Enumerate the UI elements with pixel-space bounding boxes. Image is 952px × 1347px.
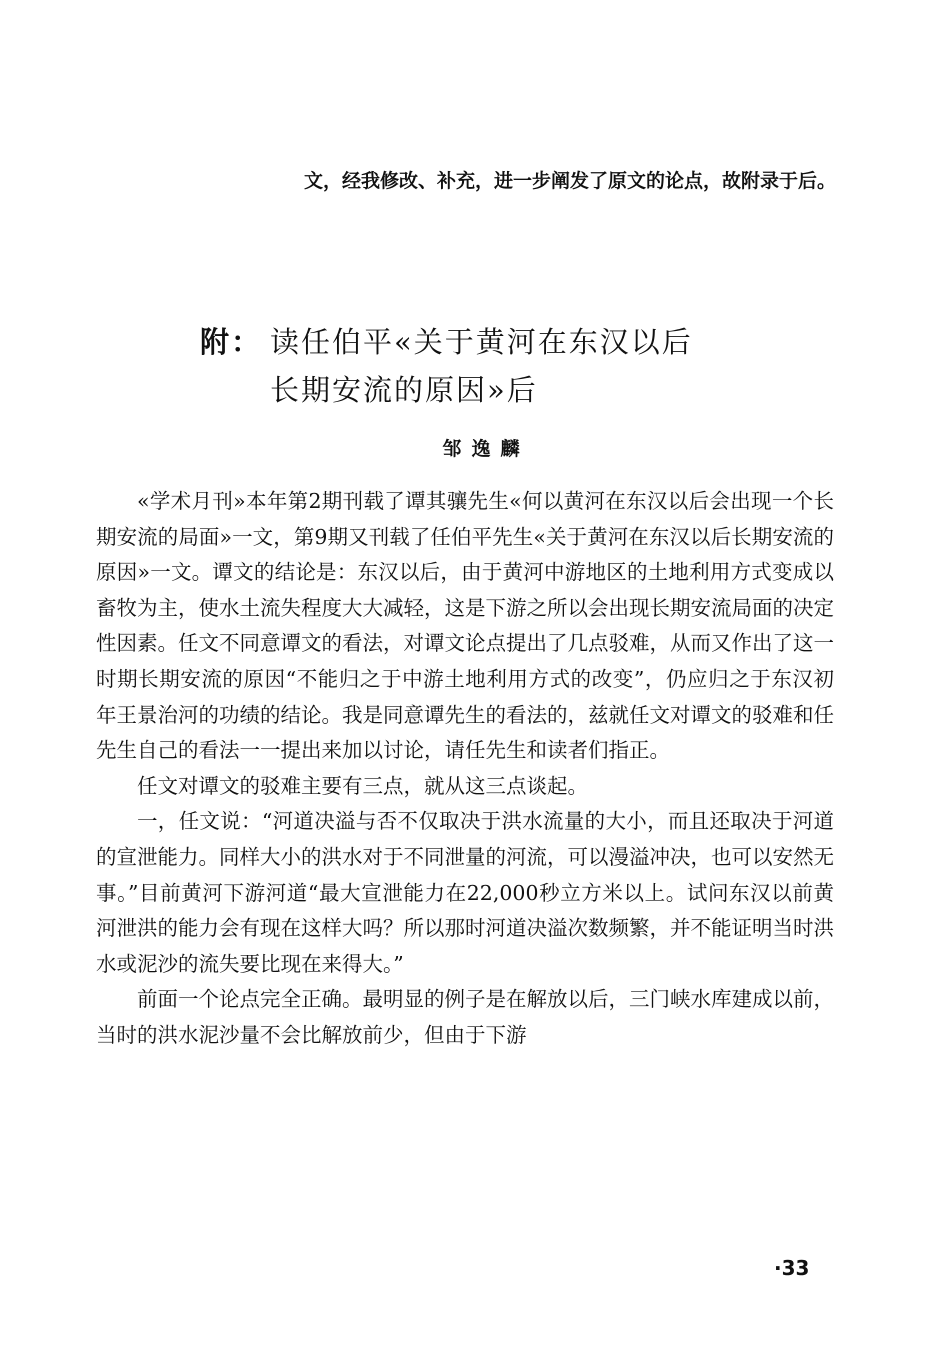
paragraph: 一，任文说：“河道决溢与否不仅取决于洪水流量的大小，而且还取决于河道的宣泄能力。同样大小的洪水对于不同泄量的河流，可以漫溢冲决，也可以安然无事。”目前黄河下游河道“最大宣泄能力在22,000秒立方米以上。试问东汉以前黄河泄洪的能力会有现在这样大吗？所以那时河道决溢次数频繁，并不能证明当时洪水或泥沙的流失要比现在来得大。” bbox=[96, 809, 834, 976]
title-row-2 bbox=[200, 366, 820, 414]
page-number: ·33 bbox=[774, 1256, 810, 1280]
paragraph: 任文对谭文的驳难主要有三点，就从这三点谈起。 bbox=[137, 773, 588, 798]
paragraph: «学术月刊»本年第2期刊载了谭其骧先生«何以黄河在东汉以后会出现一个长期安流的局面»一文，第9期又刊载了任伯平先生«关于黄河在东汉以后长期安流的原因»一文。谭文的结论是：东汉以后，由于黄河中游地区的土地利用方式变成以畜牧为主，使水土流失程度大大减轻，这是下游之所以会出现长期安流局面的决定性因素。任文不同意谭文的看法，对谭文论点提出了几点驳难，从而又作出了这一时期长期安流的原因“不能归之于中游土地利用方式的改变”，仍应归之于东汉初年王景治河的功绩的结论。我是同意谭先生的看法的，兹就任文对谭文的驳难和任先生自己的看法一一提出来加以讨论，请任先生和读者们指正。 bbox=[96, 489, 834, 763]
title-indent bbox=[200, 366, 270, 414]
title-row-1 bbox=[200, 318, 820, 366]
article-body bbox=[96, 484, 834, 1054]
paragraph: 前面一个论点完全正确。最明显的例子是在解放以后，三门峡水库建成以前，当时的洪水泥沙量不会比解放前少，但由于下游 bbox=[96, 987, 834, 1047]
title-line-2: 长期安流的原因»后 bbox=[270, 373, 538, 407]
previous-article-note: 文，经我修改、补充，进一步阐发了原文的论点，故附录于后。 bbox=[304, 170, 837, 192]
appendix-title bbox=[200, 318, 820, 414]
title-line-1: 读任伯平«关于黄河在东汉以后 bbox=[270, 325, 693, 359]
title-prefix: 附： bbox=[200, 325, 263, 359]
author-name: 邹逸麟 bbox=[442, 438, 530, 460]
